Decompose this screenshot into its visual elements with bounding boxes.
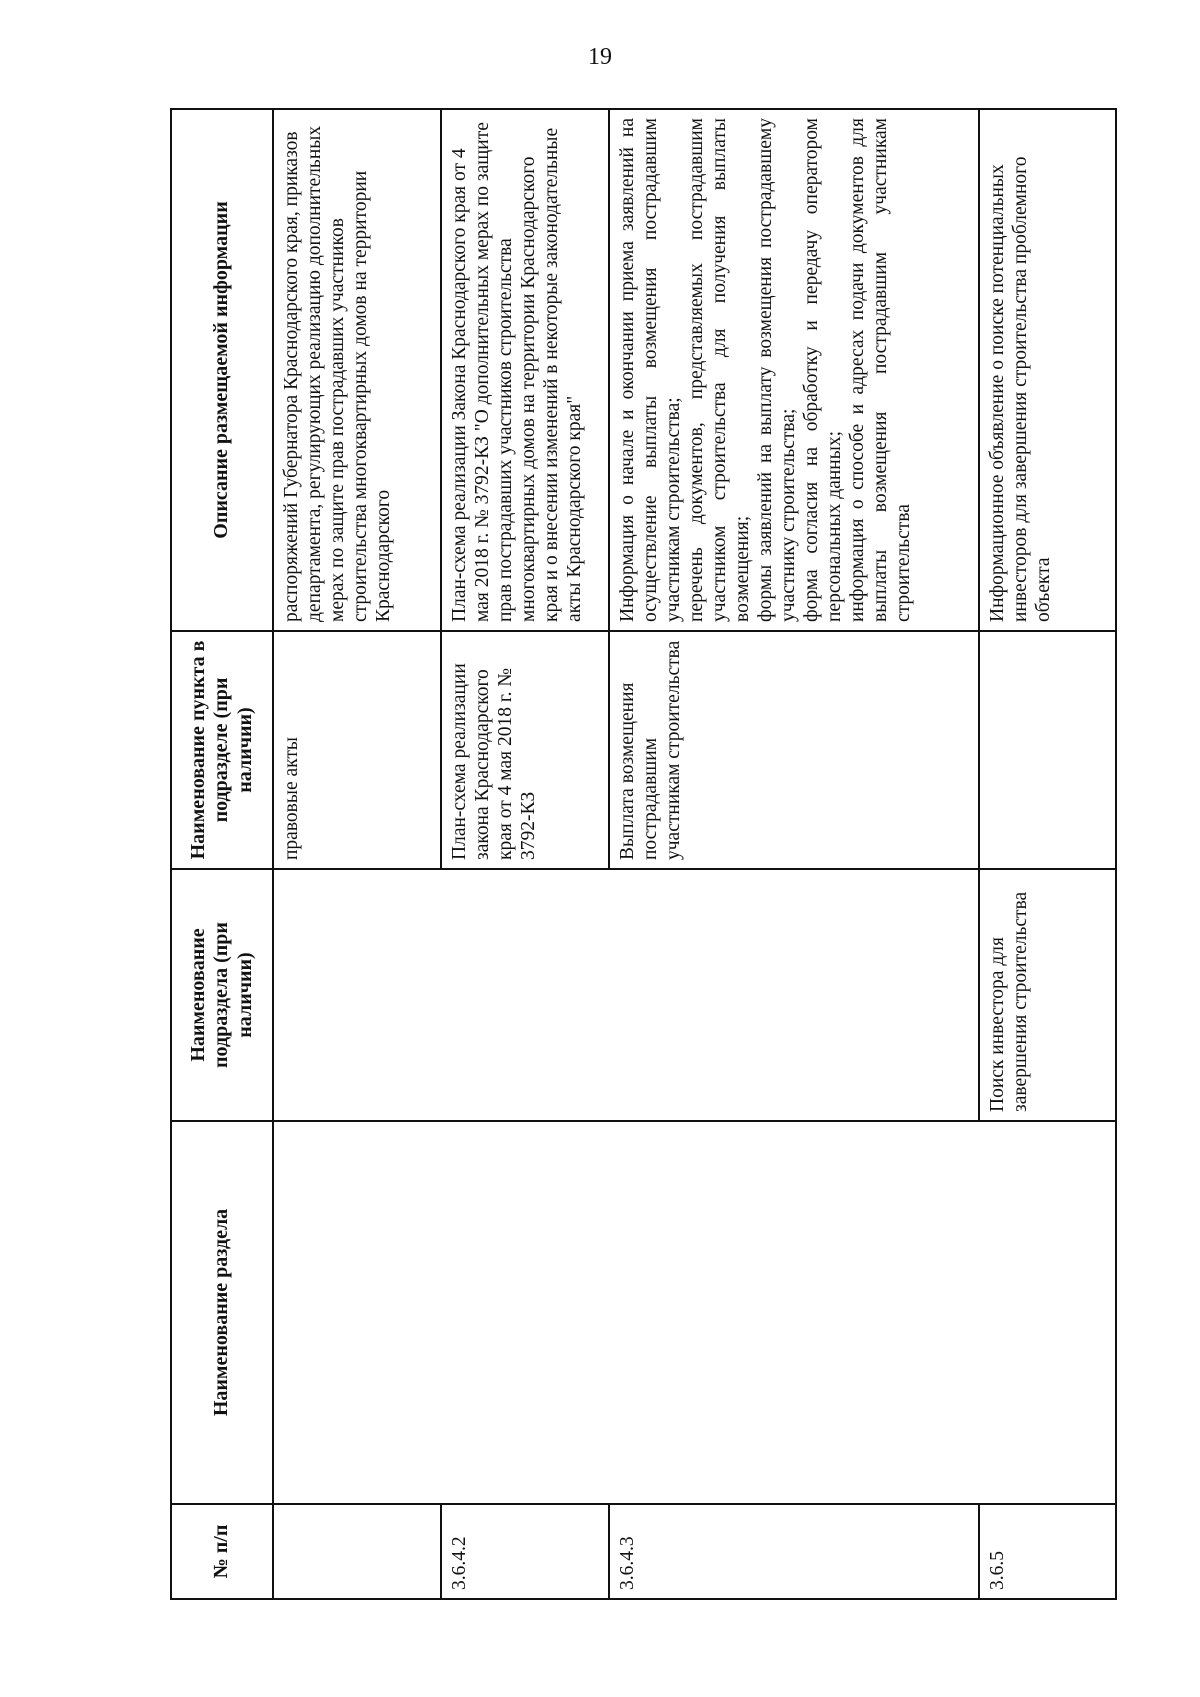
description-line: Информация о начале и окончании приема заявлений на осуществление выплаты возмещения пострадавшим участникам строительства; <box>617 118 684 622</box>
description-line: План-схема реализации Закона Краснодарского края от 4 мая 2018 г. № 3792-КЗ "О дополнительных мерах по защите прав пострадавших участников строительства многоквартирных домов на территории Краснодарского края и о внесении изменений в некоторые законодательные акты Краснодарского края" <box>449 122 585 622</box>
header-description: Описание размещаемой информации <box>171 109 273 631</box>
header-number: № п/п <box>171 1504 273 1599</box>
description-line: распоряжений Губернатора Краснодарского края, приказов департамента, регулирующих реализацию дополнительных мерах по защите прав пострадавших участников строительства многоквартирных домов на территории Краснодарского <box>281 125 394 622</box>
information-table <box>170 108 1117 1600</box>
cell-section <box>273 1121 441 1504</box>
cell-subsection: Поиск инвестора для завершения строительства <box>979 869 1116 1121</box>
cell-description <box>441 109 609 631</box>
table-header-row <box>171 109 273 1599</box>
table-row <box>609 109 979 1599</box>
cell-number: 3.6.5 <box>979 1504 1116 1599</box>
cell-subsection <box>273 869 441 1121</box>
description-line: информация о способе и адресах подачи документов для выплаты возмещения пострадавшим участникам строительства <box>847 118 914 622</box>
header-item: Наименование пункта в подразделе (при наличии) <box>171 631 273 869</box>
cell-section <box>979 1121 1116 1504</box>
cell-number: 3.6.4.2 <box>441 1504 609 1599</box>
rotated-table-frame <box>170 110 1115 1600</box>
header-subsection: Наименование подраздела (при наличии) <box>171 869 273 1121</box>
cell-subsection <box>441 869 609 1121</box>
page-number: 19 <box>588 44 612 70</box>
cell-subsection <box>609 869 979 1121</box>
cell-number <box>273 1504 441 1599</box>
cell-section <box>609 1121 979 1504</box>
header-section: Наименование раздела <box>171 1121 273 1504</box>
description-line: перечень документов, представляемых пострадавшим участником строительства для получения выплаты возмещения; <box>686 118 753 622</box>
cell-description <box>609 109 979 631</box>
cell-number: 3.6.4.3 <box>609 1504 979 1599</box>
cell-description <box>979 109 1116 631</box>
description-line: форма согласия на обработку и передачу оператором персональных данных; <box>801 118 845 622</box>
cell-item: Выплата возмещения пострадавшим участникам строительства <box>609 631 979 869</box>
cell-item: правовые акты <box>273 631 441 869</box>
table-row <box>979 109 1116 1599</box>
description-line: формы заявлений на выплату возмещения пострадавшему участнику строительства; <box>755 118 799 622</box>
description-line: Информационное объявление о поиске потенциальных инвесторов для завершения строительства проблемного объекта <box>987 156 1054 622</box>
table-row <box>441 109 609 1599</box>
cell-section <box>441 1121 609 1504</box>
cell-item: План-схема реализации закона Краснодарского края от 4 мая 2018 г. № 3792-КЗ <box>441 631 609 869</box>
cell-description <box>273 109 441 631</box>
cell-item <box>979 631 1116 869</box>
table-row <box>273 109 441 1599</box>
